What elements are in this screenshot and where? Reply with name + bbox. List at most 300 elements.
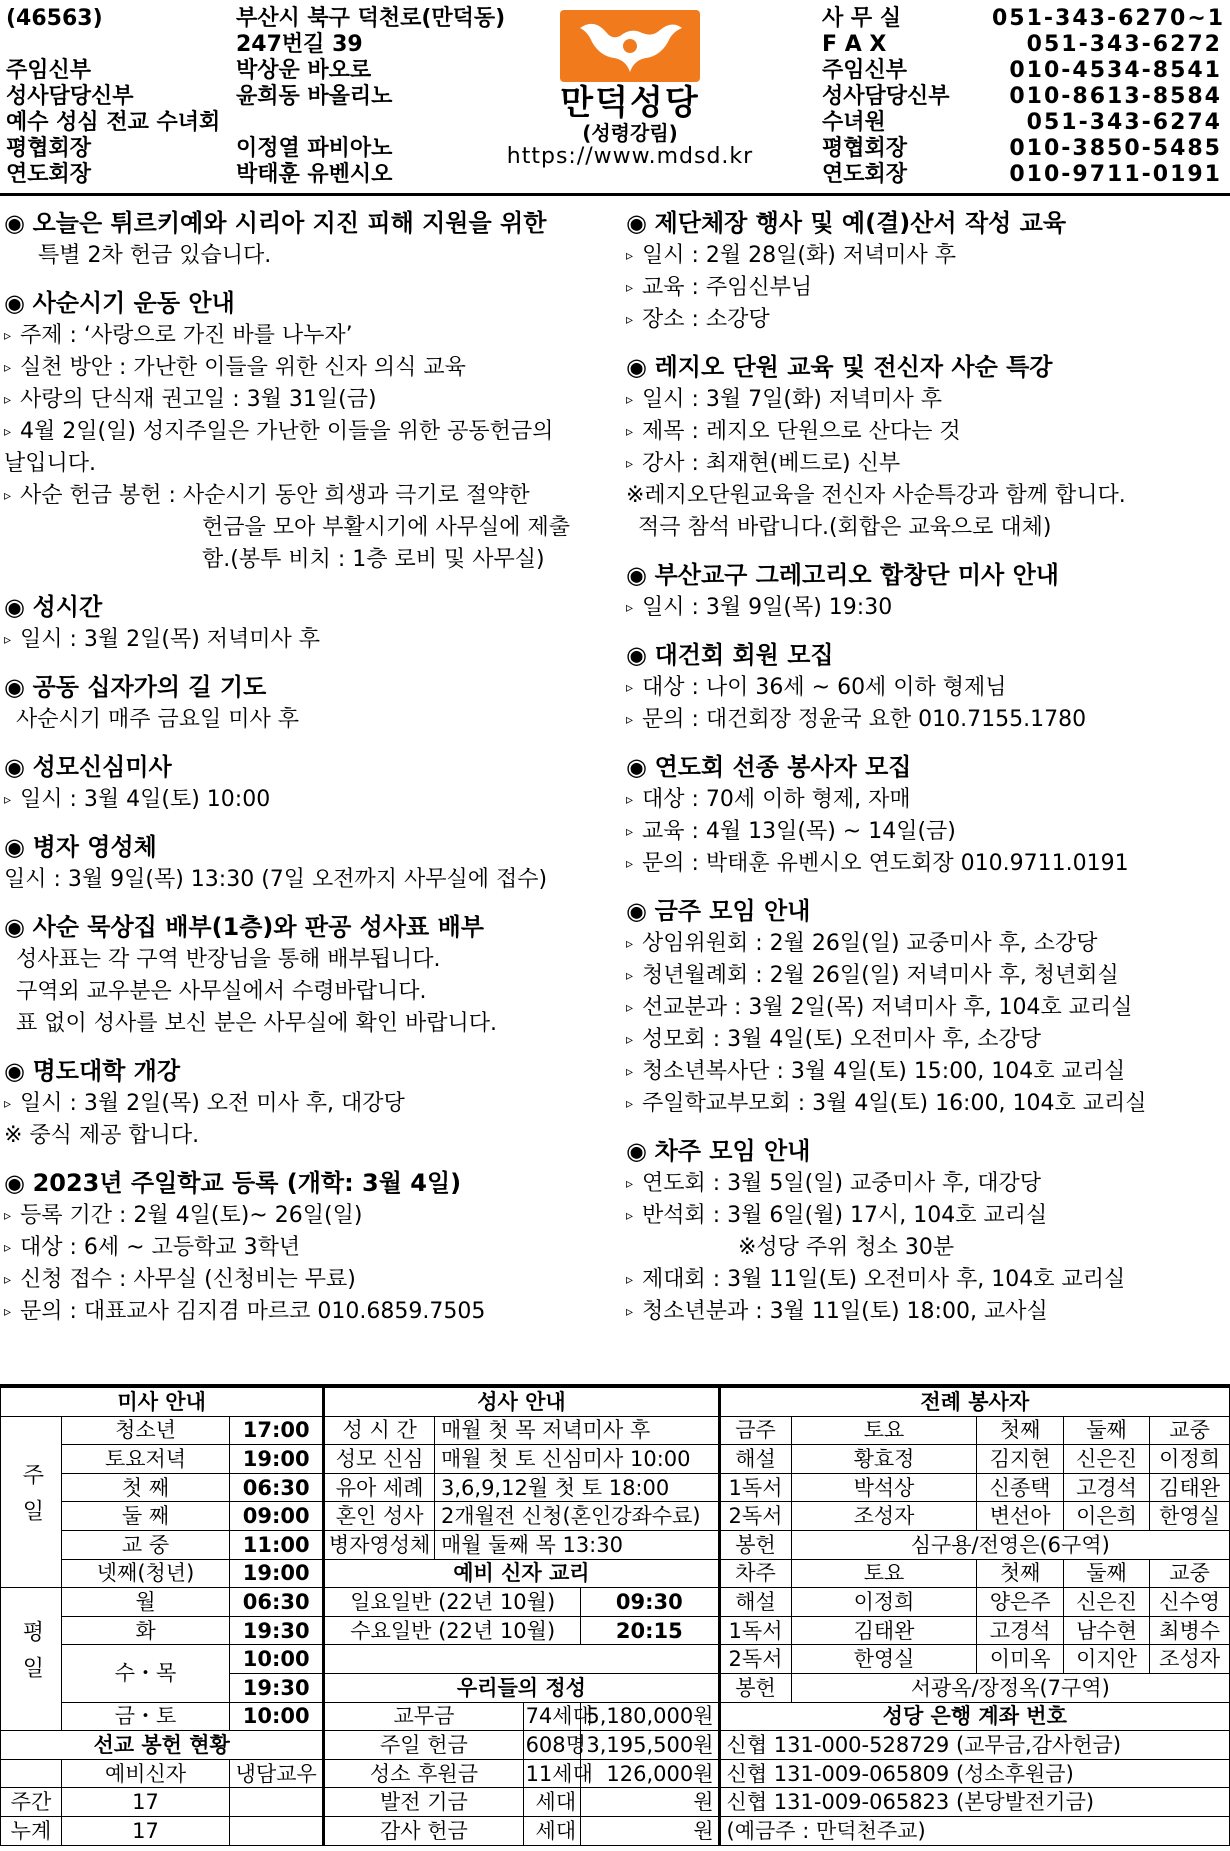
liturgy-cell: 신은진 (1063, 1588, 1149, 1617)
contact-row (822, 136, 1222, 162)
bank-account: 신협 131-009-065809 (성소후원금) (719, 1759, 1229, 1788)
contact-label: 수녀원 (822, 110, 886, 135)
triangle-bullet-icon: ▹ (4, 1240, 12, 1256)
contact-phone: 051-343-6272 (1026, 32, 1222, 57)
notice-line (626, 784, 1228, 816)
triangle-bullet-icon: ▹ (626, 1032, 634, 1048)
liturgy-cell: 고경석 (1063, 1473, 1149, 1502)
parish-logo (506, 10, 754, 170)
contact-row (822, 84, 1222, 110)
notice-line-text: 등록 기간 : 2월 4일(토)~ 26일(일) (20, 1203, 363, 1228)
liturgy-cell: 이정희 (791, 1588, 977, 1617)
notice-line-text: 실천 방안 : 가난한 이들을 위한 신자 의식 교육 (20, 355, 466, 380)
notice-line-text: 대상 : 70세 이하 형제, 자매 (642, 787, 911, 812)
table-row (1, 1559, 1230, 1588)
liturgy-cell: 황효정 (791, 1445, 977, 1474)
notice-title-text: 금주 모임 안내 (654, 897, 811, 925)
contact-phone: 051-343-6274 (1026, 110, 1222, 135)
bank-account: (예금주 : 만덕천주교) (719, 1816, 1229, 1845)
liturgy-cell: 한영실 (1150, 1502, 1230, 1531)
triangle-bullet-icon: ▹ (626, 712, 634, 728)
notice-line (4, 416, 620, 448)
parish-url[interactable]: https://www.mdsd.kr (506, 144, 754, 169)
notice-line (626, 1168, 1228, 1200)
notice-line (626, 272, 1228, 304)
notice-line (626, 1024, 1228, 1056)
mission-value: 17 (61, 1788, 229, 1817)
notice-line-text: 성사표는 각 구역 반장님을 통해 배부됩니다. (16, 947, 441, 972)
liturgy-mass-head: 첫째 (977, 1416, 1063, 1445)
table-row (1, 1645, 1230, 1674)
mass-time: 09:00 (230, 1502, 324, 1531)
sacrament-detail: 2개월전 신청(혼인강좌수료) (435, 1502, 720, 1531)
notice-section (4, 1054, 620, 1152)
notice-line (626, 448, 1228, 480)
notice-section (626, 1134, 1228, 1328)
triangle-bullet-icon: ▹ (626, 1064, 634, 1080)
mass-time: 11:00 (230, 1530, 324, 1559)
notice-title (4, 670, 620, 704)
notice-line-text: 구역외 교우분은 사무실에서 수령바랍니다. (16, 979, 427, 1004)
offering-amount: 5,180,000원 (581, 1702, 719, 1731)
notice-section (626, 558, 1228, 624)
notices-left-column (4, 206, 620, 1342)
notice-line (4, 384, 620, 416)
notice-line-text: 날입니다. (4, 451, 97, 476)
weekday-label (1, 1588, 62, 1731)
header-info-row (6, 84, 505, 110)
liturgy-cell: 이지안 (1063, 1645, 1149, 1674)
notice-line (626, 304, 1228, 336)
table-row (1, 1788, 1230, 1817)
notice-line-text: 제대회 : 3월 11일(토) 오전미사 후, 104호 교리실 (642, 1267, 1126, 1292)
notice-line (4, 944, 620, 976)
sacrament-detail: 매월 첫 토 신심미사 10:00 (435, 1445, 720, 1474)
offering-count: 608명 (523, 1731, 581, 1760)
notice-title (4, 1166, 620, 1200)
notice-title (626, 750, 1228, 784)
header-info-key: 성사담당신부 (6, 84, 134, 109)
catechumen-title: 예비 신자 교리 (324, 1559, 719, 1588)
triangle-bullet-icon: ▹ (626, 1208, 634, 1224)
contact-row (822, 6, 1226, 32)
notice-line (626, 1056, 1228, 1088)
notice-line-text: 연도회 : 3월 5일(일) 교중미사 후, 대강당 (642, 1171, 1042, 1196)
notice-line (4, 704, 620, 736)
notice-line (626, 1296, 1228, 1328)
offering-count: 세대 (523, 1788, 581, 1817)
offering-title: 우리들의 정성 (324, 1673, 719, 1702)
triangle-bullet-icon: ▹ (626, 824, 634, 840)
mass-time: 06:30 (230, 1588, 324, 1617)
header-info-key: 예수 성심 전교 수녀회 (6, 110, 221, 135)
bullet-icon: ◉ (626, 753, 655, 781)
mass-name: 넷째(청년) (61, 1559, 229, 1588)
liturgy-offer-value: 서광옥/장정옥(7구역) (791, 1673, 1230, 1702)
liturgy-week: 금주 (719, 1416, 791, 1445)
mission-head: 예비신자 (61, 1759, 229, 1788)
triangle-bullet-icon: ▹ (4, 1304, 12, 1320)
triangle-bullet-icon: ▹ (626, 1096, 634, 1112)
notice-line (4, 512, 620, 544)
sacrament-detail: 매월 둘째 목 13:30 (435, 1530, 720, 1559)
mission-value (230, 1788, 324, 1817)
table-row (1, 1445, 1230, 1474)
parish-name: 만덕성당 (560, 83, 700, 123)
notice-title-text: 공동 십자가의 길 기도 (32, 673, 267, 701)
notice-line-text: 사순시기 매주 금요일 미사 후 (16, 707, 299, 732)
notice-section (4, 750, 620, 816)
liturgy-offer-label: 봉헌 (719, 1673, 791, 1702)
notice-title (626, 206, 1228, 240)
notice-section (626, 638, 1228, 736)
notice-line-text: 대상 : 6세 ~ 고등학교 3학년 (20, 1235, 301, 1260)
notice-title (4, 206, 620, 240)
bullet-icon: ◉ (626, 897, 655, 925)
notice-title (4, 1054, 620, 1088)
triangle-bullet-icon: ▹ (4, 1272, 12, 1288)
liturgy-mass-head: 토요 (791, 1416, 977, 1445)
triangle-bullet-icon: ▹ (626, 312, 634, 328)
notice-line-text: 문의 : 대표교사 김지겸 마르코 010.6859.7505 (20, 1299, 486, 1324)
empty-cell (1, 1759, 62, 1788)
header-info-row (6, 136, 505, 162)
table-row (1, 1473, 1230, 1502)
notice-line-text: 일시 : 3월 9일(목) 13:30 (7일 오전까지 사무실에 접수) (4, 867, 548, 892)
info-table-area (0, 1384, 1230, 1851)
header-info-key: 평협회장 (6, 136, 92, 161)
notice-title (626, 894, 1228, 928)
notice-line-text: 반석회 : 3월 6일(월) 17시, 104호 교리실 (642, 1203, 1048, 1228)
table-row (1, 1616, 1230, 1645)
notice-title-text: 병자 영성체 (32, 833, 157, 861)
notice-line-text: 성모회 : 3월 4일(토) 오전미사 후, 소강당 (642, 1027, 1042, 1052)
bullet-icon: ◉ (626, 209, 655, 237)
catechumen-time: 09:30 (581, 1588, 719, 1617)
header-info-key: 주임신부 (6, 58, 92, 83)
liturgy-cell: 김태완 (1150, 1473, 1230, 1502)
notice-section (4, 830, 620, 896)
mass-name: 월 (61, 1588, 229, 1617)
offering-amount: 3,195,500원 (581, 1731, 719, 1760)
notice-line-text: 제목 : 레지오 단원으로 산다는 것 (642, 419, 961, 444)
liturgy-cell: 김태완 (791, 1616, 977, 1645)
catechumen-time: 20:15 (581, 1616, 719, 1645)
table-row (1, 1759, 1230, 1788)
mass-name: 금・토 (61, 1702, 229, 1731)
header-info-value: 박태훈 유벤시오 (236, 162, 393, 187)
notice-title-text: 부산교구 그레고리오 합창단 미사 안내 (654, 561, 1059, 589)
notice-title-text: 성시간 (32, 593, 103, 621)
notice-line (626, 816, 1228, 848)
notice-line (626, 512, 1228, 544)
notice-line-text: 신청 접수 : 사무실 (신청비는 무료) (20, 1267, 356, 1292)
header-info-row (6, 110, 505, 136)
liturgy-cell: 이은희 (1063, 1502, 1149, 1531)
offering-name: 발전 기금 (324, 1788, 523, 1817)
notice-line (626, 240, 1228, 272)
bullet-icon: ◉ (626, 353, 655, 381)
notice-line-text: 표 없이 성사를 보신 분은 사무실에 확인 바랍니다. (16, 1011, 497, 1036)
mass-name: 화 (61, 1616, 229, 1645)
notice-line (4, 1088, 620, 1120)
triangle-bullet-icon: ▹ (626, 392, 634, 408)
sacrament-title: 성사 안내 (324, 1388, 719, 1417)
parish-subtitle: (성령강림) (582, 121, 678, 145)
notice-line (626, 960, 1228, 992)
catechumen-class: 수요일반 (22년 10월) (324, 1616, 581, 1645)
notices-right-column (626, 206, 1228, 1342)
notice-line (4, 784, 620, 816)
liturgy-mass-head: 교중 (1150, 1559, 1230, 1588)
triangle-bullet-icon: ▹ (626, 1000, 634, 1016)
notice-line-text: 문의 : 박태훈 유벤시오 연도회장 010.9711.0191 (642, 851, 1129, 876)
notice-line-text: 청년월례회 : 2월 26일(일) 저녁미사 후, 청년회실 (642, 963, 1119, 988)
mass-name: 첫 째 (61, 1473, 229, 1502)
notice-title (4, 830, 620, 864)
notice-title-text: 사순 묵상집 배부(1층)와 판공 성사표 배부 (32, 913, 484, 941)
liturgy-cell: 한영실 (791, 1645, 977, 1674)
header-info-value: 부산시 북구 덕천로(만덕동) (236, 6, 506, 31)
notice-title (4, 286, 620, 320)
mass-name: 수・목 (61, 1645, 229, 1702)
liturgy-cell: 조성자 (791, 1502, 977, 1531)
liturgy-cell: 신수영 (1150, 1588, 1230, 1617)
liturgy-title: 전례 봉사자 (719, 1388, 1229, 1417)
header-info-row (6, 58, 505, 84)
notice-title-text: 오늘은 튀르키예와 시리아 지진 피해 지원을 위한 (32, 209, 547, 237)
contact-label: 성사담당신부 (822, 84, 950, 109)
bullet-icon: ◉ (4, 1169, 33, 1197)
notice-line-text: 적극 참석 바랍니다.(회합은 교육으로 대체) (638, 515, 1052, 540)
notice-line-text: 문의 : 대건회장 정윤국 요한 010.7155.1780 (642, 707, 1087, 732)
contact-label: F A X (822, 32, 887, 57)
notice-title-text: 대건회 회원 모집 (654, 641, 834, 669)
triangle-bullet-icon: ▹ (626, 600, 634, 616)
triangle-bullet-icon: ▹ (626, 856, 634, 872)
triangle-bullet-icon: ▹ (4, 328, 12, 344)
liturgy-cell: 신은진 (1063, 1445, 1149, 1474)
notice-line (626, 928, 1228, 960)
liturgy-cell: 변선아 (977, 1502, 1063, 1531)
notice-title (4, 590, 620, 624)
contact-phone: 010-9711-0191 (1009, 162, 1222, 187)
notice-line (626, 1264, 1228, 1296)
bullet-icon: ◉ (626, 641, 655, 669)
liturgy-offer-label: 봉헌 (719, 1530, 791, 1559)
sacrament-name: 유아 세례 (324, 1473, 435, 1502)
triangle-bullet-icon: ▹ (626, 680, 634, 696)
contact-row (822, 110, 1222, 136)
liturgy-week: 차주 (719, 1559, 791, 1588)
notice-title (626, 1134, 1228, 1168)
bullet-icon: ◉ (4, 753, 33, 781)
notice-line (4, 1008, 620, 1040)
header (0, 0, 1230, 196)
sacrament-name: 병자영성체 (324, 1530, 435, 1559)
notice-line-text: 사순 헌금 봉헌 : 사순시기 동안 희생과 극기로 절약한 (20, 483, 530, 508)
notice-section (626, 894, 1228, 1120)
triangle-bullet-icon: ▹ (4, 792, 12, 808)
notice-title (626, 638, 1228, 672)
triangle-bullet-icon: ▹ (626, 936, 634, 952)
table-row (1, 1588, 1230, 1617)
bullet-icon: ◉ (4, 593, 33, 621)
header-info-row (6, 32, 505, 58)
notice-section (626, 750, 1228, 880)
mission-label: 누계 (1, 1816, 62, 1845)
triangle-bullet-icon: ▹ (626, 248, 634, 264)
mass-time: 10:00 (230, 1645, 324, 1674)
mass-time: 19:00 (230, 1445, 324, 1474)
liturgy-role: 2독서 (719, 1645, 791, 1674)
mass-time: 19:00 (230, 1559, 324, 1588)
bullet-icon: ◉ (4, 913, 33, 941)
notice-title (626, 558, 1228, 592)
triangle-bullet-icon: ▹ (4, 1208, 12, 1224)
notice-line-text: 장소 : 소강당 (642, 307, 770, 332)
sacrament-name: 성 시 간 (324, 1416, 435, 1445)
notice-title-text: 차주 모임 안내 (654, 1137, 811, 1165)
bank-title: 성당 은행 계좌 번호 (719, 1702, 1229, 1731)
notice-section (4, 286, 620, 576)
notice-line (4, 1264, 620, 1296)
notice-line-text: 일시 : 3월 2일(목) 저녁미사 후 (20, 627, 321, 652)
notice-line (4, 1232, 620, 1264)
notice-line-text: 함.(봉투 비치 : 1층 로비 및 사무실) (202, 547, 545, 572)
mass-time: 06:30 (230, 1473, 324, 1502)
header-info-key: (46563) (6, 6, 103, 31)
notice-section (4, 910, 620, 1040)
offering-count: 세대 (523, 1816, 581, 1845)
notice-line (4, 976, 620, 1008)
liturgy-cell: 고경석 (977, 1616, 1063, 1645)
triangle-bullet-icon: ▹ (4, 488, 12, 504)
notice-line-text: ※ 중식 제공 합니다. (4, 1123, 200, 1148)
liturgy-role: 2독서 (719, 1502, 791, 1531)
info-table (0, 1387, 1230, 1846)
notice-line-text: 사랑의 단식재 권고일 : 3월 31일(금) (20, 387, 377, 412)
notice-line (626, 592, 1228, 624)
bullet-icon: ◉ (626, 561, 655, 589)
triangle-bullet-icon: ▹ (4, 1096, 12, 1112)
sacrament-detail: 3,6,9,12월 첫 토 18:00 (435, 1473, 720, 1502)
offering-amount: 원 (581, 1816, 719, 1845)
notice-line (626, 992, 1228, 1024)
offering-count: 11세대 (523, 1759, 581, 1788)
bank-account: 신협 131-009-065823 (본당발전기금) (719, 1788, 1229, 1817)
notice-line-text: 일시 : 3월 7일(화) 저녁미사 후 (642, 387, 943, 412)
mission-value: 17 (61, 1816, 229, 1845)
notice-line (4, 480, 620, 512)
liturgy-mass-head: 둘째 (1063, 1416, 1149, 1445)
liturgy-cell: 이미옥 (977, 1645, 1063, 1674)
liturgy-mass-head: 토요 (791, 1559, 977, 1588)
table-row (1, 1502, 1230, 1531)
notice-line (626, 672, 1228, 704)
offering-amount: 원 (581, 1788, 719, 1817)
contact-phone: 010-8613-8584 (1009, 84, 1222, 109)
liturgy-cell: 양은주 (977, 1588, 1063, 1617)
notice-line-text: 일시 : 3월 4일(토) 10:00 (20, 787, 271, 812)
notice-line-text: 헌금을 모아 부활시기에 사무실에 제출 (202, 515, 571, 540)
liturgy-cell: 박석상 (791, 1473, 977, 1502)
bullet-icon: ◉ (4, 673, 33, 701)
notice-section (4, 590, 620, 656)
mission-value (230, 1816, 324, 1845)
triangle-bullet-icon: ▹ (626, 280, 634, 296)
notice-line-text: 대상 : 나이 36세 ~ 60세 이하 형제님 (642, 675, 1007, 700)
triangle-bullet-icon: ▹ (626, 1176, 634, 1192)
notice-line-text: 일시 : 3월 2일(목) 오전 미사 후, 대강당 (20, 1091, 405, 1116)
notice-section (4, 206, 620, 272)
offering-name: 주일 헌금 (324, 1731, 523, 1760)
bullet-icon: ◉ (4, 289, 33, 317)
dove-logo-icon (560, 10, 700, 82)
notice-line (626, 1088, 1228, 1120)
mass-name: 청소년 (61, 1416, 229, 1445)
header-info-value: 윤희동 바올리노 (236, 84, 393, 109)
notice-line-text: 상임위원회 : 2월 26일(일) 교중미사 후, 소강당 (642, 931, 1098, 956)
notice-line (4, 544, 620, 576)
mass-name: 둘 째 (61, 1502, 229, 1531)
notice-line (4, 320, 620, 352)
table-row (1, 1816, 1230, 1845)
notice-line-text: 주일학교부모회 : 3월 4일(토) 16:00, 104호 교리실 (642, 1091, 1147, 1116)
triangle-bullet-icon: ▹ (4, 424, 12, 440)
notice-line-text: ※레지오단원교육을 전신자 사순특강과 함께 합니다. (626, 483, 1126, 508)
notice-line-text: 강사 : 최재현(베드로) 신부 (642, 451, 901, 476)
notice-line-text: 일시 : 2월 28일(화) 저녁미사 후 (642, 243, 957, 268)
table-row (1, 1530, 1230, 1559)
sunday-label-text: 주일 (18, 1462, 44, 1535)
contact-row (822, 58, 1222, 84)
header-info-key (6, 32, 236, 58)
liturgy-role: 해설 (719, 1445, 791, 1474)
notice-section (626, 350, 1228, 544)
mission-head: 냉담교우 (230, 1759, 324, 1788)
header-info-value: 이정열 파비아노 (236, 136, 393, 161)
liturgy-cell: 최병수 (1150, 1616, 1230, 1645)
notice-line (4, 1120, 620, 1152)
bullet-icon: ◉ (4, 209, 33, 237)
mass-time: 10:00 (230, 1702, 324, 1731)
liturgy-cell: 신종택 (977, 1473, 1063, 1502)
notice-line-text: 특별 2차 헌금 있습니다. (38, 243, 272, 268)
notice-title-text: 명도대학 개강 (32, 1057, 181, 1085)
notice-line (4, 864, 620, 896)
offering-amount: 126,000원 (581, 1759, 719, 1788)
liturgy-mass-head: 둘째 (1063, 1559, 1149, 1588)
catechumen-class: 일요일반 (22년 10월) (324, 1588, 581, 1617)
liturgy-cell: 김지현 (977, 1445, 1063, 1474)
notice-line (626, 1232, 1228, 1264)
mass-name: 토요저녁 (61, 1445, 229, 1474)
triangle-bullet-icon: ▹ (4, 392, 12, 408)
notice-title-text: 사순시기 운동 안내 (32, 289, 235, 317)
contact-phone: 051-343-6270~1 (992, 6, 1226, 31)
contact-phone: 010-4534-8541 (1009, 58, 1222, 83)
notice-section (4, 670, 620, 736)
contact-row (822, 162, 1222, 188)
notice-line-text: 청소년분과 : 3월 11일(토) 18:00, 교사실 (642, 1299, 1048, 1324)
notice-line (4, 624, 620, 656)
header-info-row (6, 162, 505, 188)
contact-label: 평협회장 (822, 136, 908, 161)
notice-title (4, 910, 620, 944)
mass-time: 19:30 (230, 1673, 324, 1702)
liturgy-mass-head: 첫째 (977, 1559, 1063, 1588)
